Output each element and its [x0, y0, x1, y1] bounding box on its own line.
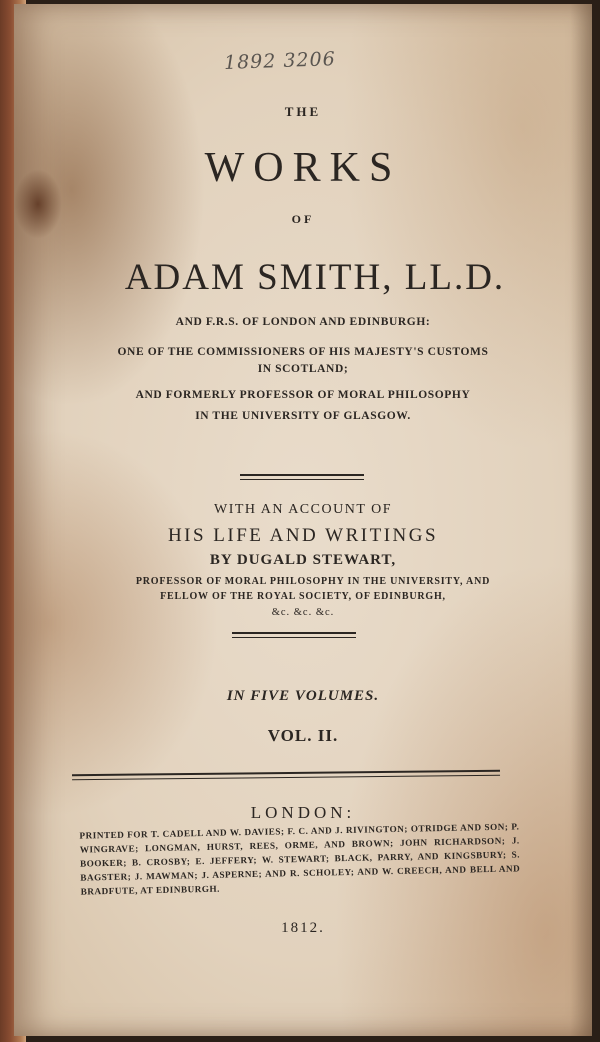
imprint-year: 1812. [281, 920, 325, 936]
title-works: WORKS [204, 145, 402, 191]
divider-rule [72, 770, 500, 776]
title-the: THE [284, 104, 322, 119]
author-description-line: AND F.R.S. OF LONDON AND EDINBURGH: [175, 316, 431, 328]
volumes-count: IN FIVE VOLUMES. [226, 688, 380, 704]
imprint-city: LONDON: [250, 803, 356, 822]
volume-number: VOL. II. [267, 726, 339, 745]
title-page [14, 4, 592, 1036]
author-description-line: IN THE UNIVERSITY OF GLASGOW. [195, 410, 411, 422]
author-description-line: ONE OF THE COMMISSIONERS OF HIS MAJESTY'S CUSTOMS [117, 346, 489, 358]
divider-rule [232, 632, 356, 634]
author-name: ADAM SMITH, LL.D. [124, 257, 506, 298]
handwritten-note: 1892 3206 [223, 48, 337, 74]
account-author: BY DUGALD STEWART, [209, 552, 397, 568]
account-etc: &c. &c. &c. [271, 607, 335, 618]
account-subject: HIS LIFE AND WRITINGS [167, 525, 439, 546]
account-heading: WITH AN ACCOUNT OF [213, 502, 393, 517]
account-author-title: FELLOW OF THE ROYAL SOCIETY, OF EDINBURGH, [160, 591, 446, 602]
author-description-line: AND FORMERLY PROFESSOR OF MORAL PHILOSOPHY [135, 389, 471, 401]
imprint-printers: PRINTED FOR T. CADELL AND W. DAVIES; F. C. AND J. RIVINGTON; OTRIDGE AND SON; P. WINGRAVE; LONGMAN, HURST, REES, ORME, AND BROWN; JOHN RICHARDSON; J. BOOKER; B. CROSBY; E. JEFFERY; W. STEWART; BLACK, PARRY, AND KINGSBURY; S. BAGSTER; J. MAWMAN; J. ASPERNE; AND R. SCHOLEY; AND W. CREECH, AND BELL AND BRADFUTE, AT EDINBURGH. [79, 821, 521, 897]
title-of: OF [291, 212, 315, 226]
author-description-line: IN SCOTLAND; [257, 363, 349, 375]
divider-rule [240, 474, 364, 476]
account-author-title: PROFESSOR OF MORAL PHILOSOPHY IN THE UNIVERSITY, AND [135, 576, 491, 587]
